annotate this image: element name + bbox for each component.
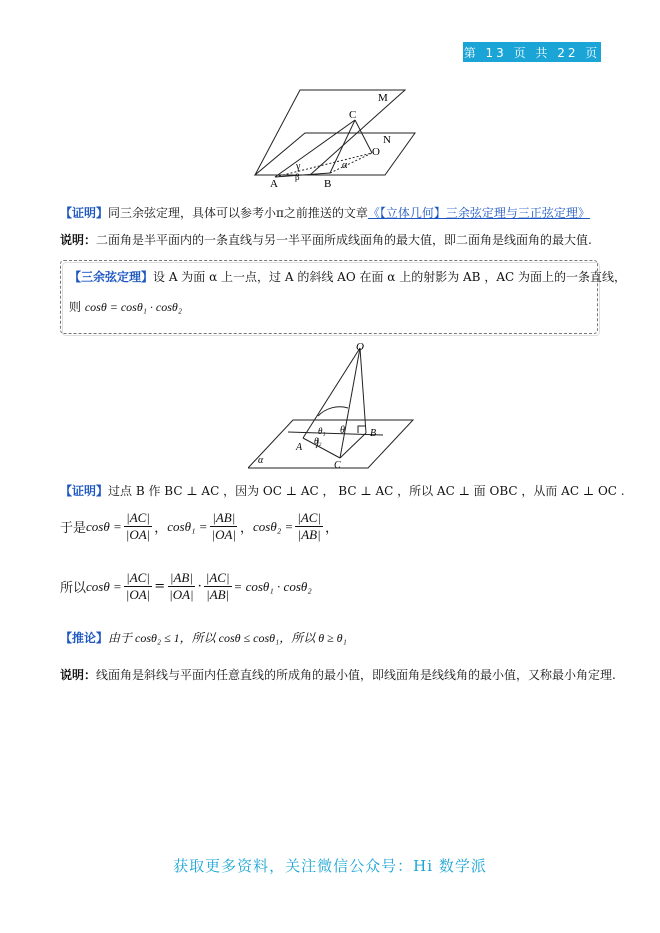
proof-2-tag: 【证明】 [60, 484, 109, 498]
label-o: O [372, 146, 380, 158]
label-alpha2: α [258, 455, 264, 466]
footer-promo: 获取更多资料，关注微信公众号：Hi 数学派 [173, 857, 487, 875]
proof-2-text: 过点 B 作 BC ⊥ AC ，因为 OC ⊥ AC ， BC ⊥ AC ，所以 AC ⊥ 面 OBC ，从而 AC ⊥ OC . [108, 484, 625, 498]
proof-1-text: 同三余弦定理，具体可以参考小π之前推送的文章 [108, 206, 368, 220]
eq1-prefix: 于是 [60, 521, 87, 536]
eq1-cos-theta1: cosθ₁ = [167, 518, 208, 534]
note-2-tag: 说明： [60, 668, 97, 682]
note-1-text: 二面角是半平面内的一条直线与另一半平面所成线面角的最大值，即二面角是线面角的最大值. [96, 233, 592, 247]
eq1-cos-theta: cosθ = [86, 518, 122, 534]
frac-ac-oa: $\frac{|AC|}{|OA|}$ [125, 510, 151, 542]
label-a: A [270, 178, 278, 190]
label-o2: O [356, 341, 364, 353]
line-co [355, 120, 372, 153]
note-2-text: 线面角是斜线与平面内任意直线的所成角的最小值，即线面角是线线角的最小值，又称最小角定理. [96, 668, 616, 682]
line-bo [330, 153, 372, 173]
plane-alpha [248, 420, 413, 468]
eq1-cos-theta2: cosθ₂ = [253, 518, 294, 534]
frac2-ab-oa: $\frac{|AB|}{|OA|}$ [169, 570, 194, 602]
proof-1 [60, 205, 590, 221]
frac2-ac-ab: $\frac{|AC|}{|AB|}$ [205, 570, 230, 602]
page-number-badge: 第 13 页 共 22 页 [463, 42, 601, 62]
note-1 [60, 232, 592, 248]
eq2-cos-theta: cosθ = [86, 578, 122, 594]
corollary [60, 630, 347, 646]
three-cosine-figure [248, 340, 418, 470]
frac-ab-oa: $\frac{|AB|}{|OA|}$ [211, 510, 237, 542]
note-1-tag: 说明： [60, 233, 97, 247]
eq2-result: = cosθ₁ · cosθ₂ [233, 578, 312, 594]
note-2 [60, 667, 616, 683]
proof-1-tag: 【证明】 [60, 206, 109, 220]
label-n: N [383, 134, 391, 146]
theorem-tag: 【三余弦定理】 [69, 270, 154, 284]
theorem-then: 则 [69, 300, 82, 314]
label-gamma: γ [296, 161, 301, 172]
label-c2: C [334, 460, 341, 470]
eq2-prefix: 所以 [60, 581, 87, 596]
frac-ac-ab: $\frac{|AC|}{|AB|}$ [297, 510, 322, 542]
label-theta2: θ₂ [314, 436, 322, 446]
label-b: B [324, 178, 332, 190]
label-m: M [378, 92, 388, 104]
label-theta: θ [340, 425, 345, 436]
label-beta: β [295, 172, 300, 182]
right-angle-mark [358, 426, 366, 433]
corollary-tag: 【推论】 [60, 631, 109, 645]
frac2-ac-oa: $\frac{|AC|}{|OA|}$ [125, 570, 151, 602]
theorem-text: 设 A 为面 α 上一点，过 A 的斜线 AO 在面 α 上的射影为 AB ，AC 为面上的一条直线， [153, 270, 626, 284]
dihedral-angle-figure [250, 85, 420, 193]
article-link[interactable]: 《【立体几何】三余弦定理与三正弦定理》 [367, 206, 590, 220]
angle-theta-arc [318, 407, 348, 416]
label-theta1: θ₁ [318, 426, 326, 436]
equation-row-1: 于是 cosθ = $\frac{|AC|}{|OA|}$ ， cosθ₁ = $\frac{|AB|}{|OA|}$ ， cosθ₂ = $\frac{|AC|}{|AB|}$ ， [60, 510, 339, 542]
theorem-box [60, 260, 626, 334]
theorem-formula: cosθ = cosθ₁ · cosθ₂ [84, 300, 182, 314]
equation-row-2: 所以 cosθ = $\frac{|AC|}{|OA|}$ = $\frac{|AB|}{|OA|}$ · $\frac{|AC|}{|AB|}$ = cosθ₁ · cosθ₂ [60, 570, 312, 602]
theorem-line-1 [69, 269, 626, 285]
label-b2: B [370, 428, 377, 439]
proof-2 [60, 483, 625, 499]
label-c: C [349, 109, 357, 121]
plane-n [255, 133, 415, 175]
label-a2: A [296, 442, 303, 453]
theorem-line-2 [69, 299, 182, 315]
line-ab [288, 432, 383, 435]
corollary-text: 由于 cosθ₂ ≤ 1，所以 cosθ ≤ cosθ₁，所以 θ ≥ θ₁ [108, 631, 347, 645]
label-alpha: α [342, 160, 348, 171]
